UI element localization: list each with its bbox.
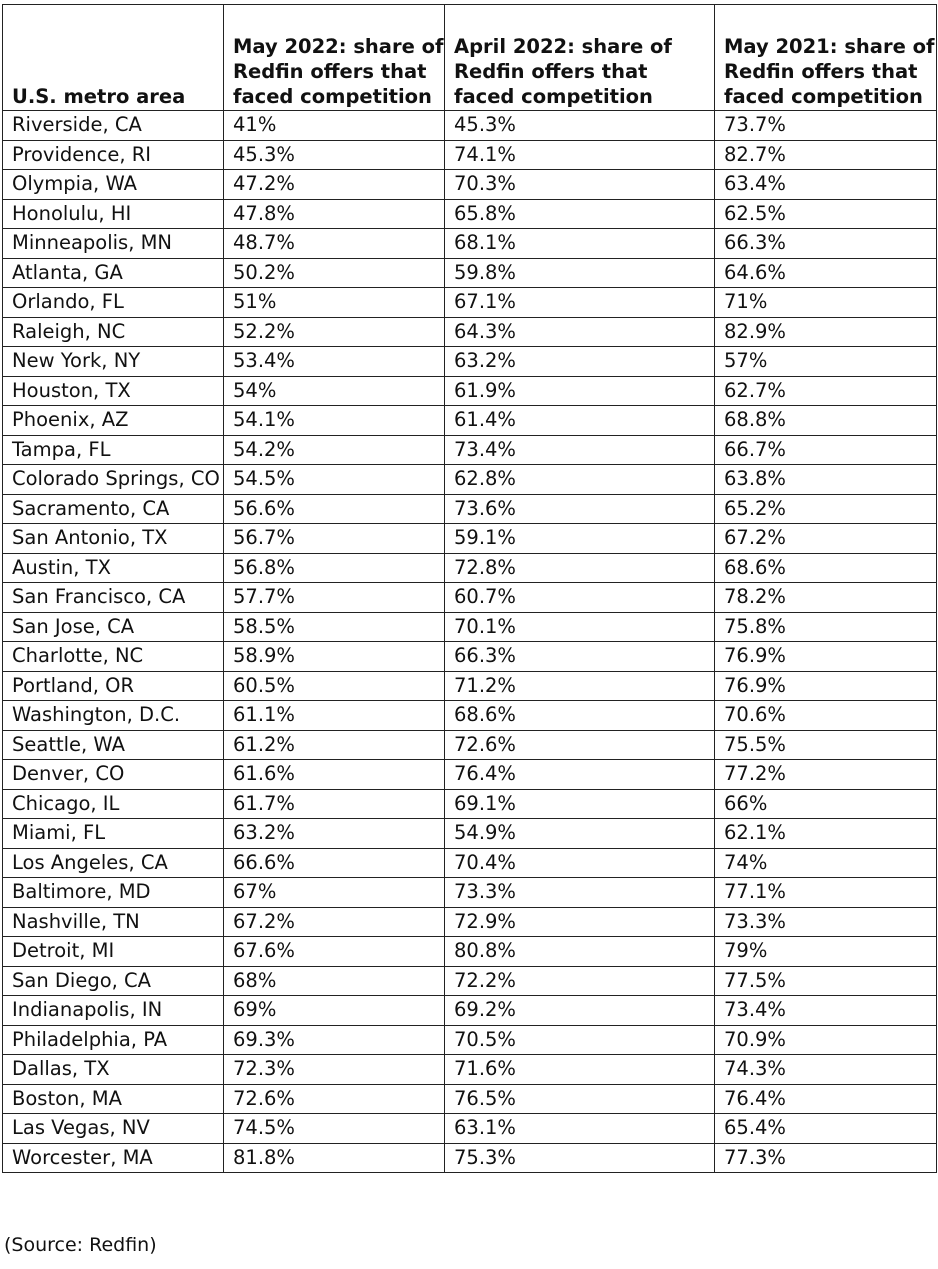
cell-may-2022: 56.6% xyxy=(224,494,445,524)
cell-may-2021: 73.4% xyxy=(715,996,937,1026)
header-metro-area: U.S. metro area xyxy=(3,5,224,111)
table-row xyxy=(3,671,937,701)
cell-april-2022: 72.8% xyxy=(445,553,715,583)
cell-metro-area: Worcester, MA xyxy=(3,1143,224,1173)
cell-april-2022: 70.3% xyxy=(445,170,715,200)
cell-april-2022: 70.5% xyxy=(445,1025,715,1055)
cell-metro-area: San Francisco, CA xyxy=(3,583,224,613)
cell-may-2022: 57.7% xyxy=(224,583,445,613)
cell-metro-area: Minneapolis, MN xyxy=(3,229,224,259)
cell-may-2021: 68.8% xyxy=(715,406,937,436)
table-row xyxy=(3,612,937,642)
cell-may-2022: 61.7% xyxy=(224,789,445,819)
cell-may-2022: 48.7% xyxy=(224,229,445,259)
cell-may-2022: 58.9% xyxy=(224,642,445,672)
cell-may-2021: 63.4% xyxy=(715,170,937,200)
cell-may-2021: 82.7% xyxy=(715,140,937,170)
table-row xyxy=(3,878,937,908)
table-row xyxy=(3,583,937,613)
table-row xyxy=(3,199,937,229)
cell-may-2021: 77.2% xyxy=(715,760,937,790)
cell-may-2021: 66% xyxy=(715,789,937,819)
cell-april-2022: 71.2% xyxy=(445,671,715,701)
table-row xyxy=(3,317,937,347)
cell-metro-area: Philadelphia, PA xyxy=(3,1025,224,1055)
cell-metro-area: Atlanta, GA xyxy=(3,258,224,288)
cell-metro-area: Raleigh, NC xyxy=(3,317,224,347)
table-row xyxy=(3,170,937,200)
table-row xyxy=(3,1084,937,1114)
cell-may-2021: 66.3% xyxy=(715,229,937,259)
table-row xyxy=(3,376,937,406)
cell-may-2022: 66.6% xyxy=(224,848,445,878)
cell-metro-area: Sacramento, CA xyxy=(3,494,224,524)
cell-may-2021: 70.9% xyxy=(715,1025,937,1055)
cell-april-2022: 73.6% xyxy=(445,494,715,524)
table-body xyxy=(3,111,937,1173)
table-row xyxy=(3,494,937,524)
cell-may-2022: 63.2% xyxy=(224,819,445,849)
cell-april-2022: 59.8% xyxy=(445,258,715,288)
cell-may-2022: 72.6% xyxy=(224,1084,445,1114)
cell-april-2022: 70.4% xyxy=(445,848,715,878)
cell-may-2022: 74.5% xyxy=(224,1114,445,1144)
cell-metro-area: Nashville, TN xyxy=(3,907,224,937)
cell-may-2022: 67% xyxy=(224,878,445,908)
table-row xyxy=(3,760,937,790)
cell-may-2021: 74.3% xyxy=(715,1055,937,1085)
table-row xyxy=(3,996,937,1026)
cell-april-2022: 59.1% xyxy=(445,524,715,554)
cell-april-2022: 72.9% xyxy=(445,907,715,937)
cell-may-2021: 78.2% xyxy=(715,583,937,613)
cell-metro-area: New York, NY xyxy=(3,347,224,377)
cell-may-2021: 76.4% xyxy=(715,1084,937,1114)
cell-metro-area: San Diego, CA xyxy=(3,966,224,996)
cell-april-2022: 73.3% xyxy=(445,878,715,908)
cell-metro-area: Chicago, IL xyxy=(3,789,224,819)
table-row xyxy=(3,789,937,819)
cell-may-2021: 67.2% xyxy=(715,524,937,554)
table-row xyxy=(3,258,937,288)
cell-may-2022: 53.4% xyxy=(224,347,445,377)
cell-april-2022: 68.1% xyxy=(445,229,715,259)
table-header xyxy=(3,5,937,111)
cell-may-2021: 71% xyxy=(715,288,937,318)
cell-april-2022: 67.1% xyxy=(445,288,715,318)
table-row xyxy=(3,1025,937,1055)
header-may-2022: May 2022: share of Redfin offers that faced competition xyxy=(224,5,445,111)
table-row xyxy=(3,140,937,170)
cell-metro-area: Baltimore, MD xyxy=(3,878,224,908)
cell-may-2022: 54.1% xyxy=(224,406,445,436)
cell-may-2021: 65.2% xyxy=(715,494,937,524)
table-row xyxy=(3,406,937,436)
cell-metro-area: Miami, FL xyxy=(3,819,224,849)
cell-april-2022: 64.3% xyxy=(445,317,715,347)
cell-metro-area: San Jose, CA xyxy=(3,612,224,642)
cell-may-2021: 62.7% xyxy=(715,376,937,406)
cell-april-2022: 60.7% xyxy=(445,583,715,613)
cell-april-2022: 69.2% xyxy=(445,996,715,1026)
cell-april-2022: 45.3% xyxy=(445,111,715,141)
cell-may-2022: 52.2% xyxy=(224,317,445,347)
cell-may-2022: 81.8% xyxy=(224,1143,445,1173)
cell-may-2022: 68% xyxy=(224,966,445,996)
cell-metro-area: Orlando, FL xyxy=(3,288,224,318)
cell-april-2022: 72.2% xyxy=(445,966,715,996)
cell-may-2022: 58.5% xyxy=(224,612,445,642)
cell-april-2022: 66.3% xyxy=(445,642,715,672)
cell-metro-area: Portland, OR xyxy=(3,671,224,701)
cell-may-2021: 77.3% xyxy=(715,1143,937,1173)
cell-may-2022: 47.2% xyxy=(224,170,445,200)
header-row xyxy=(3,5,937,111)
cell-metro-area: Las Vegas, NV xyxy=(3,1114,224,1144)
cell-may-2022: 50.2% xyxy=(224,258,445,288)
cell-may-2021: 68.6% xyxy=(715,553,937,583)
cell-metro-area: Detroit, MI xyxy=(3,937,224,967)
cell-may-2022: 60.5% xyxy=(224,671,445,701)
cell-metro-area: Washington, D.C. xyxy=(3,701,224,731)
cell-may-2021: 76.9% xyxy=(715,642,937,672)
cell-metro-area: Houston, TX xyxy=(3,376,224,406)
cell-april-2022: 70.1% xyxy=(445,612,715,642)
cell-may-2021: 76.9% xyxy=(715,671,937,701)
header-may-2021: May 2021: share of Redfin offers that faced competition xyxy=(715,5,937,111)
cell-may-2022: 54.2% xyxy=(224,435,445,465)
cell-april-2022: 80.8% xyxy=(445,937,715,967)
table-row xyxy=(3,1114,937,1144)
cell-april-2022: 72.6% xyxy=(445,730,715,760)
cell-metro-area: Denver, CO xyxy=(3,760,224,790)
cell-metro-area: Charlotte, NC xyxy=(3,642,224,672)
cell-may-2021: 62.1% xyxy=(715,819,937,849)
source-note: (Source: Redfin) xyxy=(4,1234,157,1256)
table-row xyxy=(3,907,937,937)
cell-may-2021: 62.5% xyxy=(715,199,937,229)
cell-may-2022: 72.3% xyxy=(224,1055,445,1085)
cell-may-2021: 77.1% xyxy=(715,878,937,908)
cell-metro-area: Olympia, WA xyxy=(3,170,224,200)
cell-may-2021: 75.5% xyxy=(715,730,937,760)
cell-may-2022: 56.7% xyxy=(224,524,445,554)
cell-may-2021: 75.8% xyxy=(715,612,937,642)
table-row xyxy=(3,347,937,377)
cell-metro-area: San Antonio, TX xyxy=(3,524,224,554)
table-row xyxy=(3,966,937,996)
table-row xyxy=(3,288,937,318)
cell-may-2021: 77.5% xyxy=(715,966,937,996)
cell-may-2021: 79% xyxy=(715,937,937,967)
cell-may-2022: 45.3% xyxy=(224,140,445,170)
cell-may-2021: 73.7% xyxy=(715,111,937,141)
cell-metro-area: Colorado Springs, CO xyxy=(3,465,224,495)
cell-april-2022: 63.2% xyxy=(445,347,715,377)
table-row xyxy=(3,1143,937,1173)
table-row xyxy=(3,937,937,967)
cell-may-2022: 54% xyxy=(224,376,445,406)
cell-may-2021: 66.7% xyxy=(715,435,937,465)
cell-may-2021: 70.6% xyxy=(715,701,937,731)
table-row xyxy=(3,701,937,731)
cell-may-2022: 41% xyxy=(224,111,445,141)
table-row xyxy=(3,229,937,259)
competition-table xyxy=(2,4,937,1173)
cell-may-2022: 67.2% xyxy=(224,907,445,937)
cell-may-2022: 69% xyxy=(224,996,445,1026)
cell-metro-area: Los Angeles, CA xyxy=(3,848,224,878)
cell-metro-area: Phoenix, AZ xyxy=(3,406,224,436)
cell-may-2021: 63.8% xyxy=(715,465,937,495)
table-row xyxy=(3,730,937,760)
cell-april-2022: 71.6% xyxy=(445,1055,715,1085)
cell-metro-area: Indianapolis, IN xyxy=(3,996,224,1026)
cell-may-2022: 61.1% xyxy=(224,701,445,731)
table-row xyxy=(3,111,937,141)
header-april-2022: April 2022: share of Redfin offers that faced competition xyxy=(445,5,715,111)
cell-metro-area: Seattle, WA xyxy=(3,730,224,760)
table-row xyxy=(3,1055,937,1085)
cell-may-2021: 74% xyxy=(715,848,937,878)
cell-may-2022: 51% xyxy=(224,288,445,318)
table-row xyxy=(3,524,937,554)
cell-april-2022: 65.8% xyxy=(445,199,715,229)
cell-april-2022: 76.4% xyxy=(445,760,715,790)
cell-april-2022: 63.1% xyxy=(445,1114,715,1144)
table-row xyxy=(3,848,937,878)
cell-april-2022: 73.4% xyxy=(445,435,715,465)
cell-metro-area: Tampa, FL xyxy=(3,435,224,465)
cell-may-2021: 82.9% xyxy=(715,317,937,347)
cell-may-2021: 65.4% xyxy=(715,1114,937,1144)
cell-april-2022: 74.1% xyxy=(445,140,715,170)
cell-may-2021: 73.3% xyxy=(715,907,937,937)
cell-metro-area: Providence, RI xyxy=(3,140,224,170)
cell-april-2022: 69.1% xyxy=(445,789,715,819)
table-row xyxy=(3,642,937,672)
cell-may-2021: 64.6% xyxy=(715,258,937,288)
table-row xyxy=(3,553,937,583)
cell-may-2021: 57% xyxy=(715,347,937,377)
table-row xyxy=(3,435,937,465)
cell-may-2022: 69.3% xyxy=(224,1025,445,1055)
table-row xyxy=(3,819,937,849)
cell-metro-area: Boston, MA xyxy=(3,1084,224,1114)
cell-metro-area: Dallas, TX xyxy=(3,1055,224,1085)
cell-april-2022: 54.9% xyxy=(445,819,715,849)
cell-may-2022: 54.5% xyxy=(224,465,445,495)
cell-april-2022: 76.5% xyxy=(445,1084,715,1114)
cell-metro-area: Riverside, CA xyxy=(3,111,224,141)
cell-may-2022: 61.6% xyxy=(224,760,445,790)
cell-may-2022: 67.6% xyxy=(224,937,445,967)
cell-april-2022: 75.3% xyxy=(445,1143,715,1173)
cell-april-2022: 61.9% xyxy=(445,376,715,406)
cell-april-2022: 68.6% xyxy=(445,701,715,731)
cell-may-2022: 56.8% xyxy=(224,553,445,583)
cell-april-2022: 61.4% xyxy=(445,406,715,436)
cell-metro-area: Austin, TX xyxy=(3,553,224,583)
cell-metro-area: Honolulu, HI xyxy=(3,199,224,229)
cell-may-2022: 61.2% xyxy=(224,730,445,760)
table-row xyxy=(3,465,937,495)
cell-april-2022: 62.8% xyxy=(445,465,715,495)
cell-may-2022: 47.8% xyxy=(224,199,445,229)
